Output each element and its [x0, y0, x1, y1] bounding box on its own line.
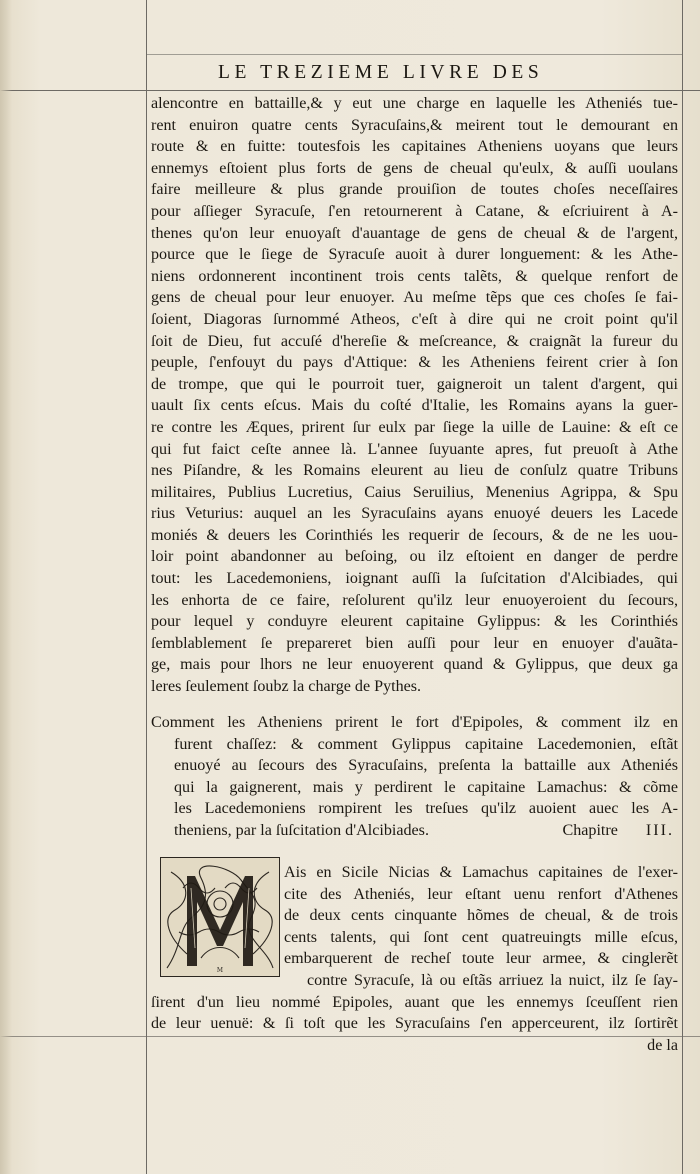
text-line: les enhorta de ce faire, reſolurent qu'ilz leur enuoyeroient du ſecours,: [151, 591, 678, 609]
text-line: route & en fuitte: toutesfois les capitaines Atheniens uoyans que leurs: [151, 138, 678, 156]
chapter-label: [562, 820, 678, 842]
ornament-initial-icon: [161, 858, 279, 976]
text-line: nes Piſandre, & les Romains eleurent au lieu de conſulz quatre Tribuns: [151, 462, 678, 480]
text-line: pour lequel y conduyre eleurent capitaine Gylippus: & les Corinthiés: [151, 613, 678, 631]
text-line: pour aſſieger Syracuſe, ſ'en retournerent à Catane, & eſcriuirent à A-: [151, 202, 678, 220]
initial-paragraph: [284, 862, 678, 970]
text-line: de trompe, que qui le pourroit tuer, gaigneroit un talent d'argent, qui: [151, 375, 678, 393]
text-line: Ais en Sicile Nicias & Lamachus capitaines de l'exer-: [284, 864, 678, 881]
text-line: alencontre en battaille,& y eut une charge en laquelle les Atheniés tue-: [151, 95, 678, 112]
text-line: leres ſeulement ſoubz la charge de Pythes.: [151, 678, 422, 696]
chapter-heading-line: les Lacedemoniens rompirent les treſues qu'ilz auoient auec les A-: [174, 800, 678, 818]
decorated-initial-m: [160, 857, 280, 977]
text-line: rius Veturius: auquel an les Syracuſains ayans enuoyé deuers les Lacede: [151, 505, 678, 523]
text-line: moniés & deuers les Corinthiés les requerir de ſecours, & de ne les uou-: [151, 526, 678, 544]
header-rule-top: [146, 54, 682, 55]
text-line: militaires, Publius Lucretius, Caius Seruilius, Menenius Agrippa, & Spu: [151, 483, 678, 501]
header-rule: [0, 90, 700, 91]
text-line: peuple, ſ'enfouyt du pays d'Attique: & les Atheniens feirent crier à ſon: [151, 354, 678, 372]
chapter-heading-line: qui la gaignerent, mais y perdirent le capitaine Lamachus: & cõme: [174, 778, 678, 796]
text-line: thenes qu'on leur enuoyaſt d'auantage de gens de cheual & de l'argent,: [151, 224, 678, 242]
gutter-shadow: [0, 0, 12, 1174]
margin-rule-left: [146, 0, 147, 1174]
text-line: re contre les Æques, prirent ſur eulx par ſiege la uille de Lauine: & eſt ce: [151, 418, 678, 436]
chapter-heading-line: Comment les Atheniens prirent le fort d'Epipoles, & comment ilz en: [151, 714, 678, 731]
text-line: uault ſix cents eſcus. Mais du coſté d'Italie, les Romains ayans la guer-: [151, 397, 678, 415]
text-line: ſoient, Diagoras ſurnommé Atheos, c'eſt à dire qui ne croit point qu'il: [151, 310, 678, 328]
text-line: contre Syracuſe, là ou eſtãs arriuez la nuict, ilz ſe ſay-: [307, 972, 678, 989]
initial-letter: M: [216, 967, 224, 974]
text-line: ſoit de Dieu, fut accuſé d'hereſie & meſcreance, & craignãt la fureur du: [151, 332, 678, 350]
text-line: loir point abandonner au beſoing, ou ilz eſtoient en danger de perdre: [151, 548, 678, 566]
text-line: de deux cents cinquante hõmes de cheual, & de trois: [284, 907, 678, 925]
chapter-heading: [151, 712, 678, 842]
text-line: pource que le ſiege de Syracuſe auoit à durer longuement: & les Athe-: [151, 246, 678, 264]
chapter-heading-last-line: [151, 820, 678, 842]
chapter-heading-line: furent chaſſez: & comment Gylippus capitaine Lacedemonien, eſtãt: [174, 735, 678, 753]
text-line: niens ordonnerent incontinent trois cents talẽts, & quelque renfort de: [151, 267, 678, 285]
chapter-heading-text: theniens, par la ſuſcitation d'Alcibiades.: [174, 821, 429, 839]
chapter-number: III.: [645, 821, 674, 839]
running-head: LE TREZIEME LIVRE DES: [218, 62, 544, 83]
catchword: de la: [647, 1036, 678, 1054]
text-line: ſemblablement ſe prepareret bien auſſi pour leur en enuoyer d'auãta-: [151, 634, 678, 652]
text-line: ge, mais pour lhors ne leur enuoyerent quand & Gylippus, que deux ga: [151, 656, 678, 674]
text-line: cite des Atheniés, leur eſtant uenu renfort d'Athenes: [284, 885, 678, 903]
text-line: faire meilleure & plus grande prouiſion de toutes choſes neceſſaires: [151, 181, 678, 199]
text-line: ſirent d'un lieu nommé Epipoles, auant que les ennemys ſceuſſent rien: [151, 993, 678, 1011]
text-line: qui fut faict ceſte annee là. L'annee ſuyuante apres, fut preuoſt à Athe: [151, 440, 678, 458]
text-line: tout: les Lacedemoniens, ioignant auſſi la ſuſcitation d'Alcibiades, qui: [151, 570, 678, 588]
text-line: rent enuiron quatre cents Syracuſains,& meirent tout le demourant en: [151, 116, 678, 134]
text-line: de leur uenuë: & ſi toſt que les Syracuſains ſ'en apperceurent, ilz ſortirẽt: [151, 1015, 678, 1033]
chapter-label-word: Chapitre: [562, 821, 618, 839]
margin-rule-right: [682, 0, 683, 1174]
text-line: gens de cheual pour leur enuoyer. Au meſme tẽps que ces choſes ſe fai-: [151, 289, 678, 307]
text-line: ennemys eſtoient plus forts de gens de cheual qu'eulx, & auſſi uoulans: [151, 159, 678, 177]
text-line: cents talents, qui ſont cent quatreuingts mille eſcus,: [284, 928, 678, 946]
initial-paragraph-continued: [151, 970, 678, 1056]
body-text: [151, 93, 678, 698]
chapter-heading-line: enuoyé au ſecours des Syracuſains, preſenta la battaille aux Atheniés: [174, 757, 678, 775]
text-line: embarquerent de recheſ toute leur armee, & cinglerẽt: [284, 950, 678, 968]
